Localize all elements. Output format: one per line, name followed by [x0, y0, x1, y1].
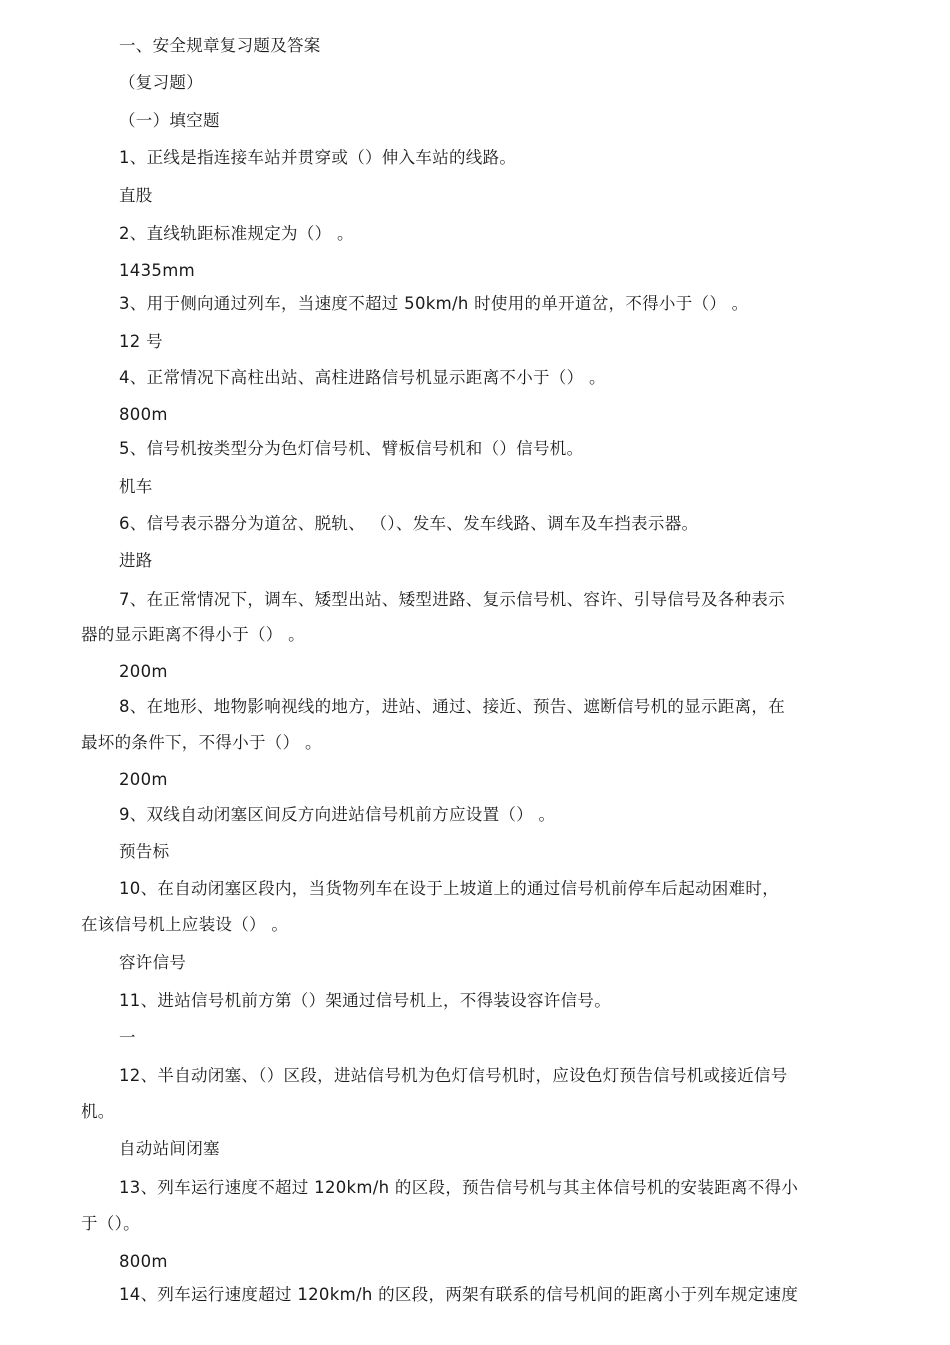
answer-5: 机车 — [119, 477, 153, 496]
question-7-line-1: 7、在正常情况下，调车、矮型出站、矮型进路、复示信号机、容许、引导信号及各种表示 — [119, 590, 785, 609]
question-5: 5、信号机按类型分为色灯信号机、臂板信号机和（）信号机。 — [119, 439, 584, 458]
question-4: 4、正常情况下高柱出站、高柱进路信号机显示距离不小于（） 。 — [119, 368, 606, 387]
question-12-line-1: 12、半自动闭塞、（）区段，进站信号机为色灯信号机时，应设色灯预告信号机或接近信号 — [119, 1066, 788, 1085]
answer-2: 1435mm — [119, 261, 195, 280]
answer-3: 12 号 — [119, 332, 163, 351]
answer-8: 200m — [119, 770, 168, 789]
question-10-line-1: 10、在自动闭塞区段内，当货物列车在设于上坡道上的通过信号机前停车后起动困难时， — [119, 879, 779, 898]
document-heading: 一、安全规章复习题及答案 — [119, 36, 321, 55]
question-12-line-2: 机。 — [81, 1102, 115, 1121]
question-11: 11、进站信号机前方第（）架通过信号机上，不得装设容许信号。 — [119, 991, 611, 1010]
question-3: 3、用于侧向通过列车，当速度不超过 50km/h 时使用的单开道岔，不得小于（） 。 — [119, 294, 749, 313]
section-title: （一）填空题 — [119, 111, 220, 130]
answer-13: 800m — [119, 1252, 168, 1271]
answer-11: 一 — [119, 1028, 136, 1047]
answer-9: 预告标 — [119, 842, 170, 861]
question-9: 9、双线自动闭塞区间反方向进站信号机前方应设置（） 。 — [119, 805, 556, 824]
answer-10: 容许信号 — [119, 953, 187, 972]
answer-12: 自动站间闭塞 — [119, 1139, 220, 1158]
question-7-line-2: 器的显示距离不得小于（） 。 — [81, 625, 305, 644]
question-13-line-2: 于（）。 — [81, 1214, 140, 1233]
question-8-line-1: 8、在地形、地物影响视线的地方，进站、通过、接近、预告、遮断信号机的显示距离，在 — [119, 697, 785, 716]
answer-1: 直股 — [119, 186, 153, 205]
question-1: 1、正线是指连接车站并贯穿或（）伸入车站的线路。 — [119, 148, 517, 167]
question-8-line-2: 最坏的条件下，不得小于（） 。 — [81, 733, 322, 752]
document-subheading: （复习题） — [119, 73, 203, 92]
question-13-line-1: 13、列车运行速度不超过 120km/h 的区段，预告信号机与其主体信号机的安装距离不得小 — [119, 1178, 799, 1197]
answer-6: 进路 — [119, 551, 153, 570]
question-14-line-1: 14、列车运行速度超过 120km/h 的区段，两架有联系的信号机间的距离小于列车规定速度 — [119, 1285, 799, 1304]
answer-4: 800m — [119, 405, 168, 424]
answer-7: 200m — [119, 662, 168, 681]
question-10-line-2: 在该信号机上应装设（） 。 — [81, 915, 289, 934]
question-2: 2、直线轨距标准规定为（） 。 — [119, 224, 354, 243]
question-6: 6、信号表示器分为道岔、脱轨、 （）、发车、发车线路、调车及车挡表示器。 — [119, 514, 699, 533]
